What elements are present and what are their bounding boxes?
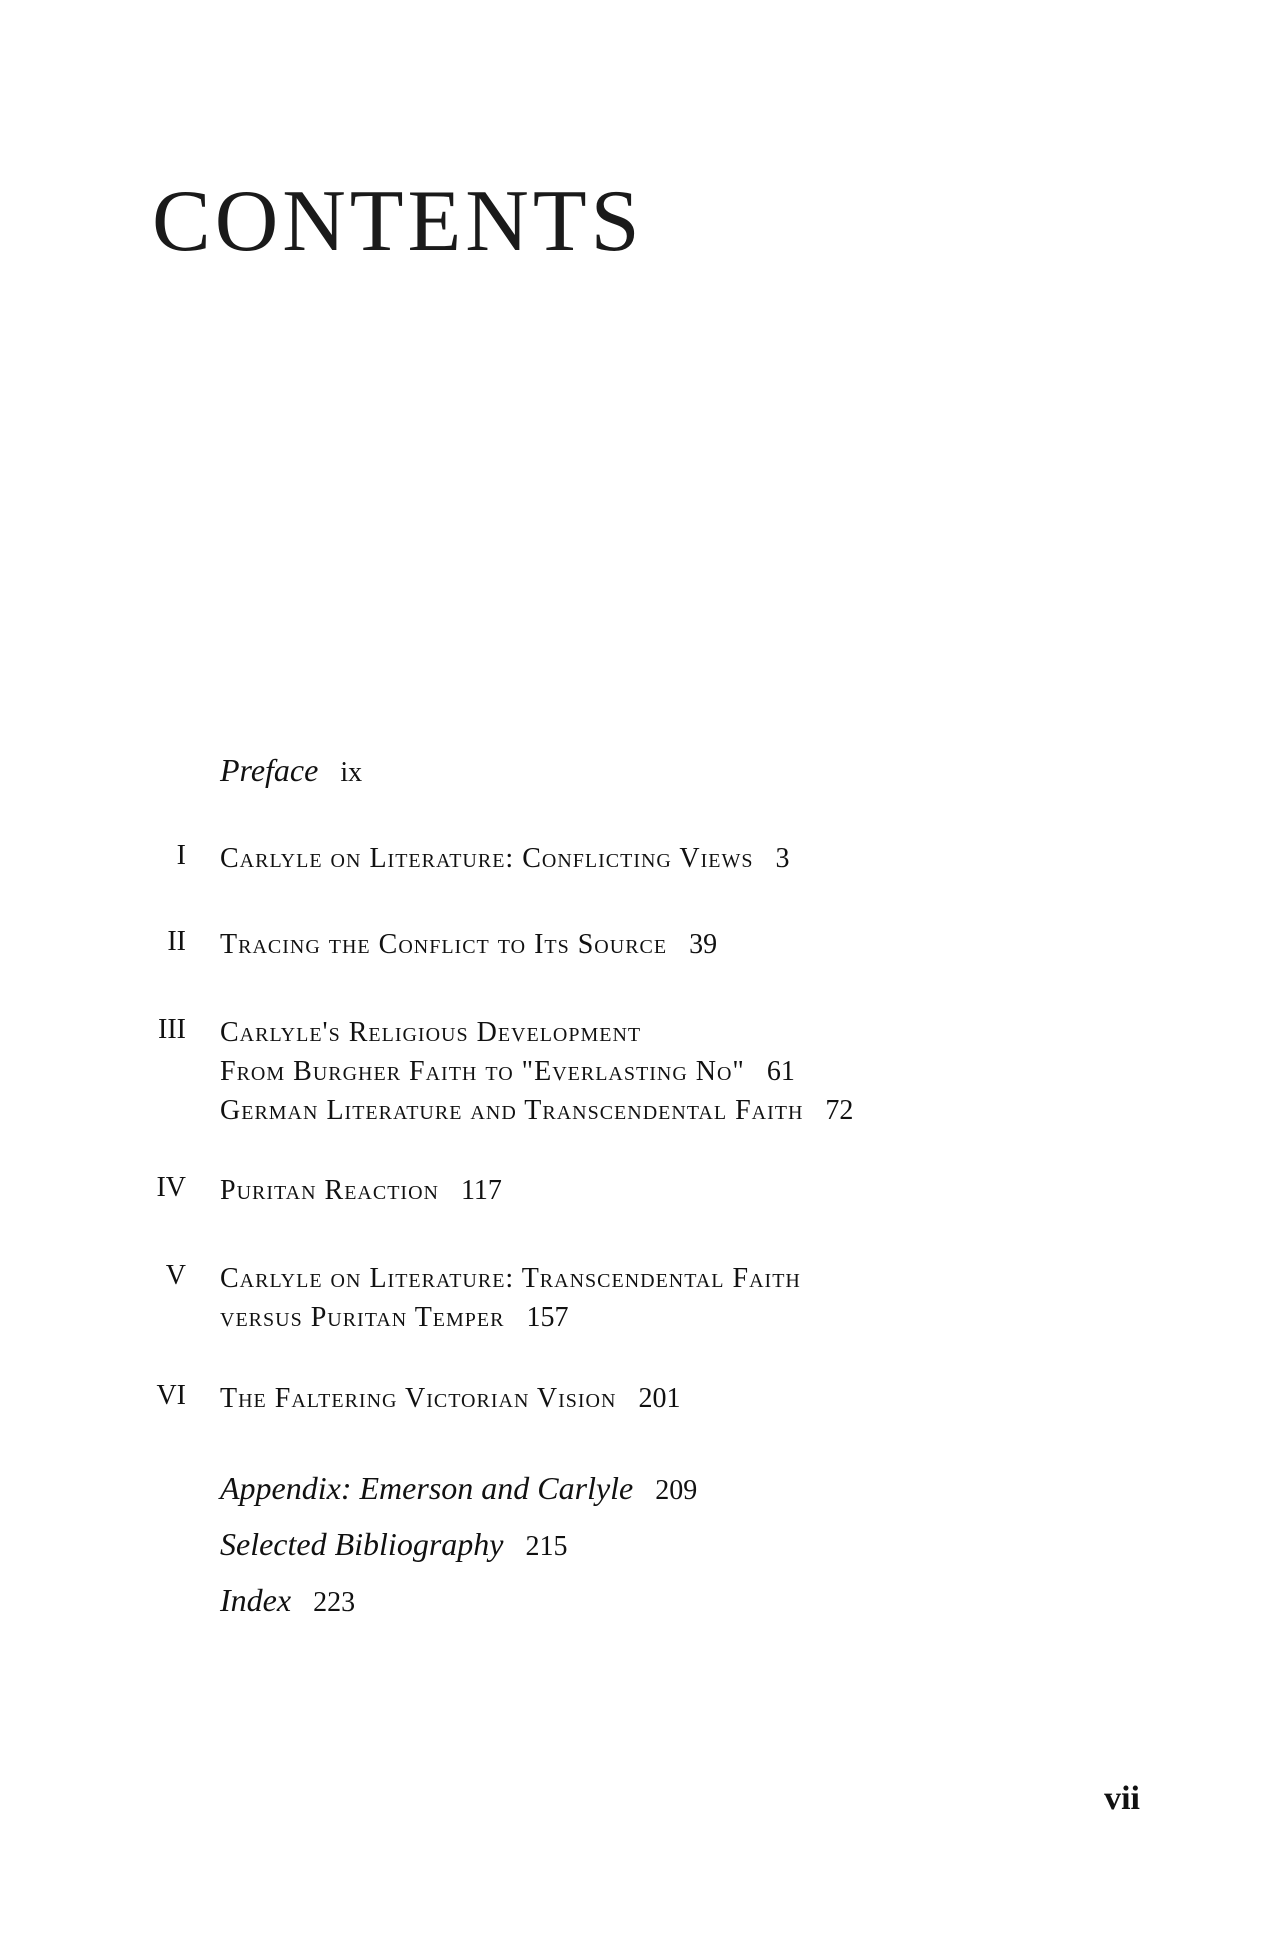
toc-entry-chapter-5[interactable]	[220, 1258, 801, 1336]
toc-entry-page: 61	[766, 1056, 795, 1087]
chapter-numeral: II	[167, 926, 186, 957]
page-title: CONTENTS	[152, 173, 644, 270]
toc-entry-appendix[interactable]	[220, 1470, 697, 1509]
toc-entry-chapter-6[interactable]	[220, 1378, 680, 1417]
toc-entry-page: 3	[775, 843, 790, 874]
page-number: vii	[1104, 1780, 1140, 1817]
toc-entry-label: Selected Bibliography	[220, 1526, 504, 1562]
toc-entry-page: 39	[689, 929, 718, 960]
chapter-subtitle: versus Puritan Temper	[220, 1302, 505, 1333]
toc-entry-page: 215	[525, 1531, 568, 1562]
toc-entry-page: 223	[313, 1587, 356, 1618]
chapter-title: Tracing the Conflict to Its Source	[220, 929, 668, 960]
chapter-subtitle: German Literature and Transcendental Faith	[220, 1095, 804, 1126]
chapter-title: Puritan Reaction	[220, 1175, 439, 1206]
toc-entry-page: 209	[655, 1475, 698, 1506]
chapter-numeral: III	[158, 1014, 186, 1045]
chapter-title: Carlyle on Literature: Conflicting Views	[220, 843, 754, 874]
chapter-subtitle: From Burgher Faith to "Everlasting No"	[220, 1056, 745, 1087]
toc-entry-bibliography[interactable]	[220, 1526, 567, 1565]
toc-entry-label: Index	[220, 1582, 292, 1618]
toc-entry-chapter-1[interactable]	[220, 838, 789, 877]
toc-entry-index[interactable]	[220, 1582, 355, 1621]
toc-entry-label: Appendix: Emerson and Carlyle	[220, 1470, 634, 1506]
chapter-title: Carlyle's Religious Development	[220, 1017, 642, 1048]
chapter-numeral: V	[165, 1260, 186, 1291]
chapter-title: Carlyle on Literature: Transcendental Faith	[220, 1263, 801, 1294]
toc-entry-page: 201	[638, 1383, 681, 1414]
toc-entry-chapter-3[interactable]	[220, 1012, 853, 1129]
toc-entry-chapter-4[interactable]	[220, 1170, 502, 1209]
chapter-numeral: IV	[156, 1172, 186, 1203]
chapter-numeral: I	[176, 840, 186, 871]
toc-entry-preface[interactable]	[220, 752, 362, 791]
toc-entry-page: ix	[340, 757, 363, 788]
toc-entry-chapter-2[interactable]	[220, 924, 717, 963]
toc-entry-page: 157	[526, 1302, 569, 1333]
toc-entry-page: 72	[825, 1095, 854, 1126]
toc-entry-page: 117	[460, 1175, 502, 1206]
chapter-numeral: VI	[156, 1380, 186, 1411]
chapter-title: The Faltering Victorian Vision	[220, 1383, 617, 1414]
toc-entry-label: Preface	[220, 752, 319, 788]
